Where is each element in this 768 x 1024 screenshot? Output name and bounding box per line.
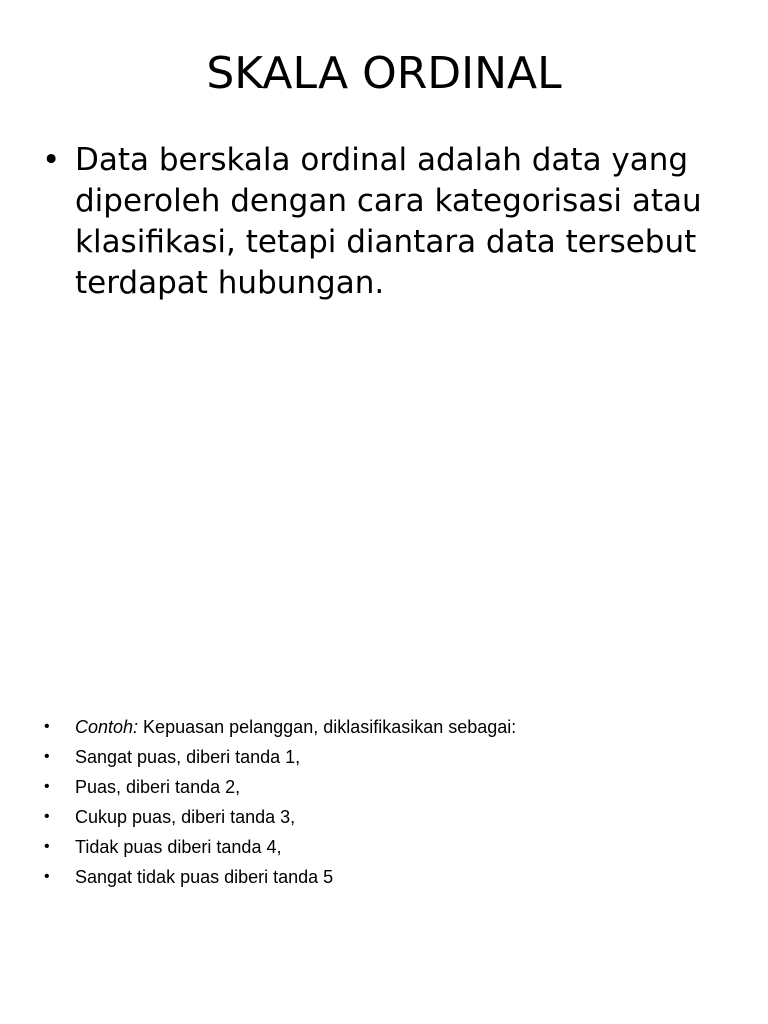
bullet-marker: • xyxy=(44,838,50,855)
list-item-text: Cukup puas, diberi tanda 3, xyxy=(75,807,296,827)
bullet-marker: • xyxy=(42,142,61,178)
list-item xyxy=(44,862,734,892)
example-list xyxy=(44,712,734,892)
list-item-text: Puas, diberi tanda 2, xyxy=(75,777,241,797)
list-item xyxy=(44,802,734,832)
list-item xyxy=(44,772,734,802)
list-item-text: Sangat puas, diberi tanda 1, xyxy=(75,747,301,767)
bullet-marker: • xyxy=(44,868,50,885)
example-description: Kepuasan pelanggan, diklasifikasikan sebagai: xyxy=(138,717,517,737)
example-intro-item xyxy=(44,712,734,742)
list-item xyxy=(44,832,734,862)
list-item-text: Tidak puas diberi tanda 4, xyxy=(75,837,282,857)
bullet-marker: • xyxy=(44,748,50,765)
bullet-marker: • xyxy=(44,778,50,795)
list-item xyxy=(44,742,734,772)
list-item-text: Sangat tidak puas diberi tanda 5 xyxy=(75,867,334,887)
bullet-marker: • xyxy=(44,718,50,735)
bullet-marker: • xyxy=(44,808,50,825)
example-intro-text xyxy=(75,712,516,742)
main-bullet-text: Data berskala ordinal adalah data yang diperoleh dengan cara kategorisasi atau klasifikasi, tetapi diantara data tersebut terdapat hubungan. xyxy=(75,142,702,301)
slide-title: SKALA ORDINAL xyxy=(206,48,562,99)
example-label: Contoh: xyxy=(75,717,139,737)
main-bullet-point xyxy=(42,140,732,304)
